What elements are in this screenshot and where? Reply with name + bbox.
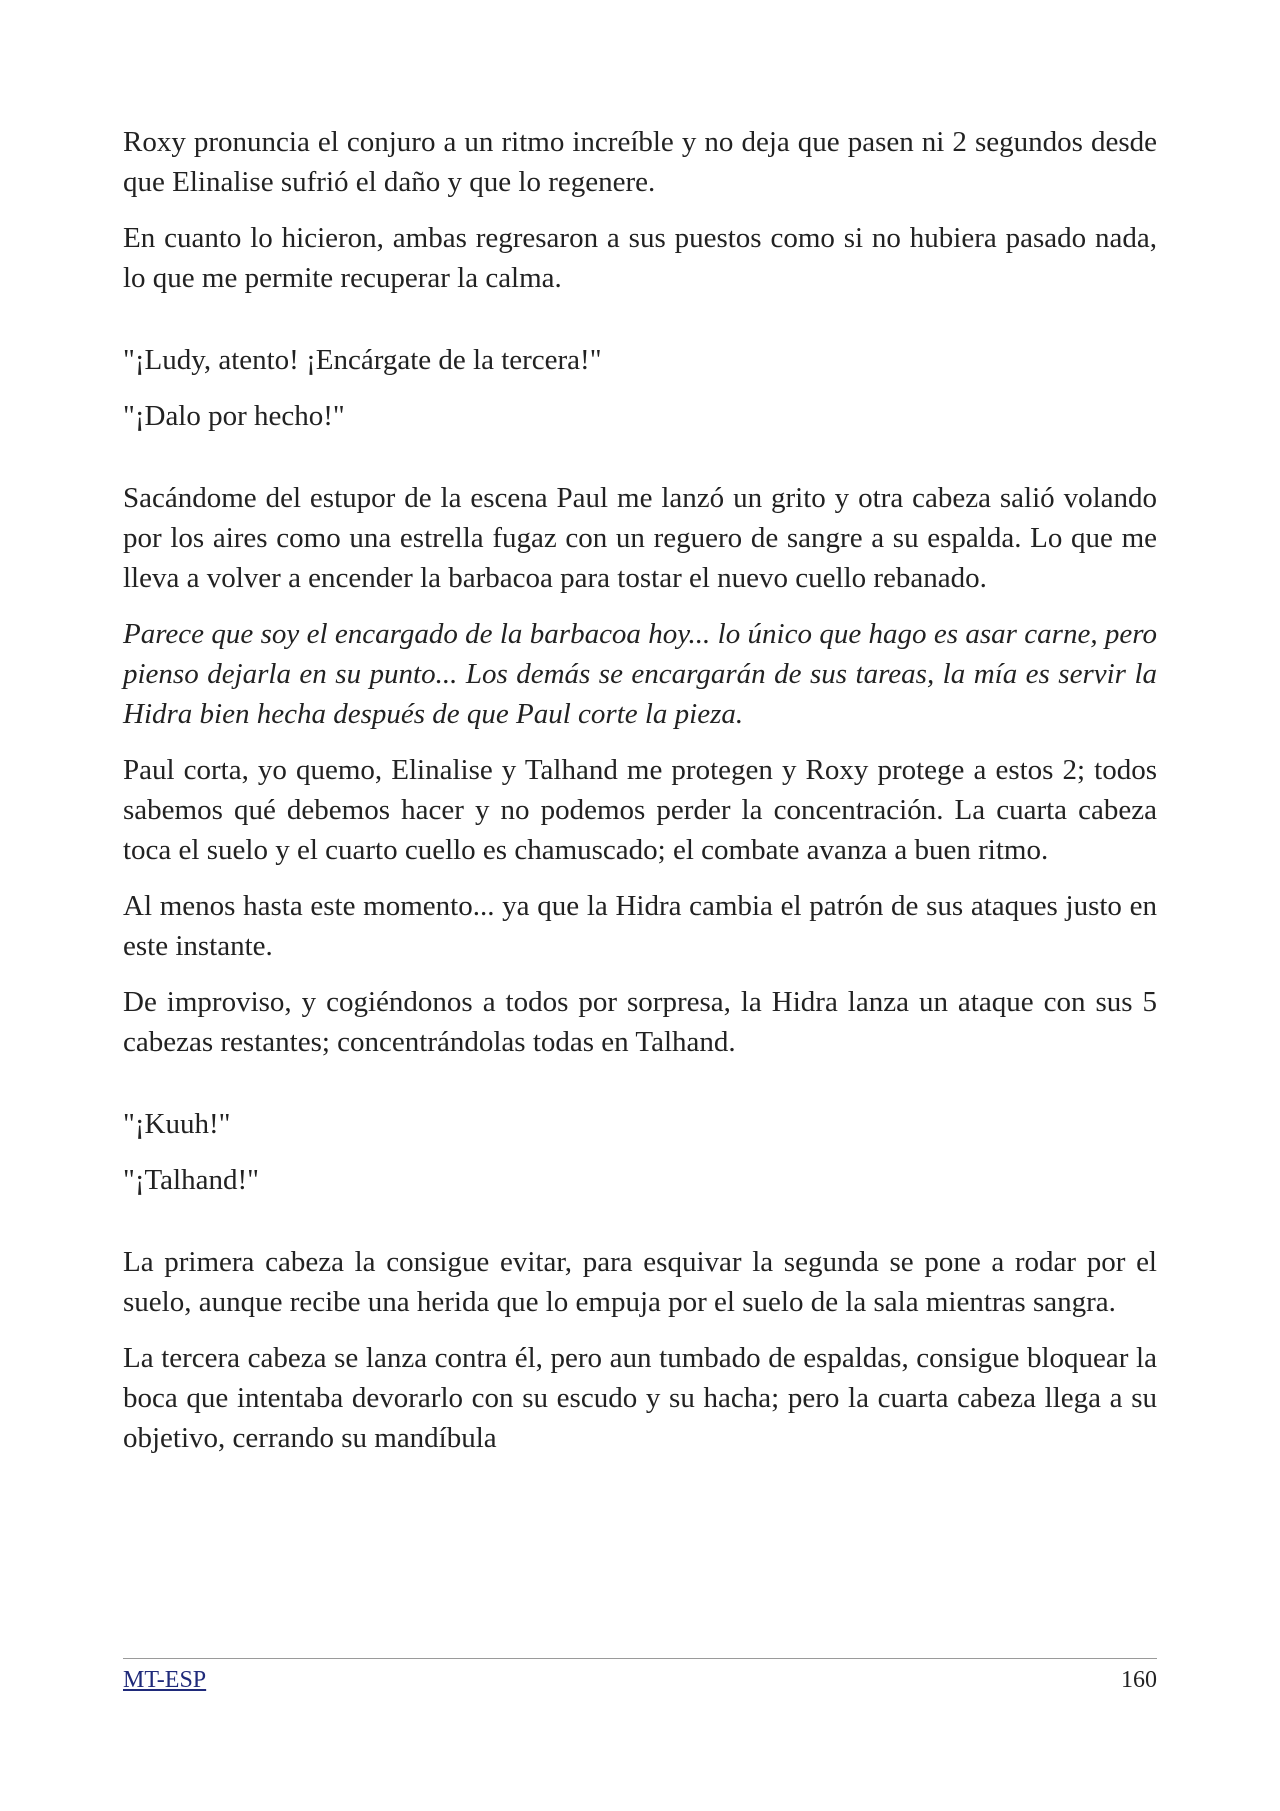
paragraph: Roxy pronuncia el conjuro a un ritmo increíble y no deja que pasen ni 2 segundos desde que Elinalise sufrió el daño y que lo regenere.	[123, 126, 1157, 198]
dialogue-line: "¡Kuuh!"	[123, 1108, 231, 1140]
paragraph: Sacándome del estupor de la escena Paul me lanzó un grito y otra cabeza salió volando por los aires como una estrella fugaz con un reguero de sangre a su espalda. Lo que me lleva a volver a encender la barbacoa para tostar el nuevo cuello rebanado.	[123, 482, 1157, 594]
page-footer	[123, 1658, 1157, 1695]
paragraph: La primera cabeza la consigue evitar, para esquivar la segunda se pone a rodar por el suelo, aunque recibe una herida que lo empuja por el suelo de la sala mientras sangra.	[123, 1246, 1157, 1318]
paragraph: Paul corta, yo quemo, Elinalise y Talhand me protegen y Roxy protege a estos 2; todos sabemos qué debemos hacer y no podemos perder la concentración. La cuarta cabeza toca el suelo y el cuarto cuello es chamuscado; el combate avanza a buen ritmo.	[123, 754, 1157, 866]
paragraph: La tercera cabeza se lanza contra él, pero aun tumbado de espaldas, consigue bloquear la boca que intentaba devorarlo con su escudo y su hacha; pero la cuarta cabeza llega a su objetivo, cerrando su mandíbula	[123, 1342, 1157, 1454]
dialogue-line: "¡Talhand!"	[123, 1164, 259, 1196]
footer-brand-link[interactable]: MT-ESP	[123, 1667, 207, 1693]
inner-thought-paragraph: Parece que soy el encargado de la barbacoa hoy... lo único que hago es asar carne, pero pienso dejarla en su punto... Los demás se encargarán de sus tareas, la mía es servir la Hidra bien hecha después de que Paul corte la pieza.	[123, 618, 1157, 730]
page-body	[123, 122, 1157, 1474]
paragraph: Al menos hasta este momento... ya que la Hidra cambia el patrón de sus ataques justo en este instante.	[123, 890, 1157, 962]
page-number: 160	[1121, 1667, 1157, 1693]
dialogue-line: "¡Ludy, atento! ¡Encárgate de la tercera!"	[123, 344, 602, 376]
paragraph: De improviso, y cogiéndonos a todos por sorpresa, la Hidra lanza un ataque con sus 5 cabezas restantes; concentrándolas todas en Talhand.	[123, 986, 1157, 1058]
paragraph: En cuanto lo hicieron, ambas regresaron a sus puestos como si no hubiera pasado nada, lo que me permite recuperar la calma.	[123, 222, 1157, 294]
dialogue-line: "¡Dalo por hecho!"	[123, 400, 345, 432]
